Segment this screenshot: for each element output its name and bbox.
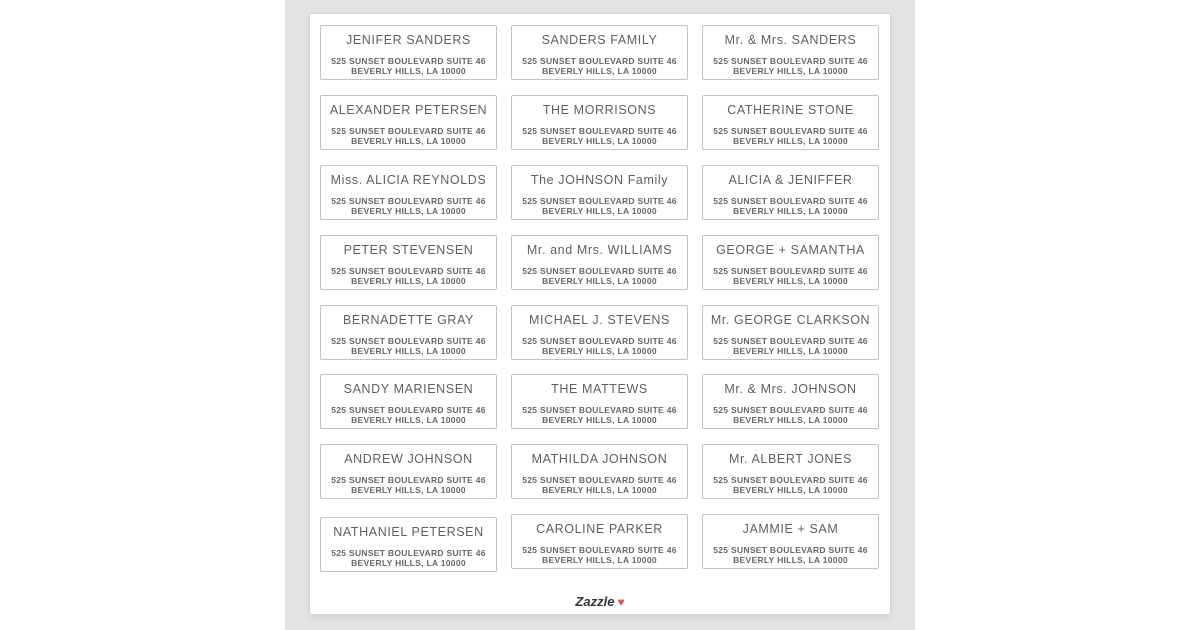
label-name: Mr. & Mrs. JOHNSON (724, 382, 857, 396)
label-street: 525 SUNSET BOULEVARD SUITE 46 (713, 266, 868, 276)
heart-icon: ♥ (617, 595, 625, 609)
address-label (320, 305, 497, 360)
label-city: BEVERLY HILLS, LA 10000 (351, 415, 466, 425)
label-name: Mr. and Mrs. WILLIAMS (526, 243, 673, 257)
label-city: BEVERLY HILLS, LA 10000 (733, 276, 848, 286)
label-street: 525 SUNSET BOULEVARD SUITE 46 (522, 56, 677, 66)
label-city: BEVERLY HILLS, LA 10000 (733, 136, 848, 146)
label-street: 525 SUNSET BOULEVARD SUITE 46 (331, 336, 486, 346)
label-street: 525 SUNSET BOULEVARD SUITE 46 (713, 405, 868, 415)
label-city: BEVERLY HILLS, LA 10000 (351, 485, 466, 495)
label-name: GEORGE + SAMANTHA (716, 243, 865, 257)
label-street: 525 SUNSET BOULEVARD SUITE 46 (713, 56, 868, 66)
label-name: SANDY MARIENSEN (343, 382, 474, 396)
address-label (320, 95, 497, 150)
label-street: 525 SUNSET BOULEVARD SUITE 46 (713, 196, 868, 206)
label-city: BEVERLY HILLS, LA 10000 (351, 66, 466, 76)
label-name: Mr. GEORGE CLARKSON (710, 313, 871, 327)
address-label (702, 95, 879, 150)
address-label (702, 235, 879, 290)
address-label (320, 374, 497, 429)
label-city: BEVERLY HILLS, LA 10000 (733, 206, 848, 216)
label-street: 525 SUNSET BOULEVARD SUITE 46 (522, 336, 677, 346)
label-name: JENIFER SANDERS (346, 33, 471, 47)
address-label (702, 165, 879, 220)
label-street: 525 SUNSET BOULEVARD SUITE 46 (713, 336, 868, 346)
label-city: BEVERLY HILLS, LA 10000 (733, 66, 848, 76)
label-name: PETER STEVENSEN (343, 243, 474, 257)
label-city: BEVERLY HILLS, LA 10000 (542, 66, 657, 76)
label-name: JAMMIE + SAM (742, 522, 839, 536)
label-name: MATHILDA JOHNSON (531, 452, 668, 466)
label-name: CAROLINE PARKER (536, 522, 663, 536)
label-street: 525 SUNSET BOULEVARD SUITE 46 (713, 545, 868, 555)
label-street: 525 SUNSET BOULEVARD SUITE 46 (522, 196, 677, 206)
label-street: 525 SUNSET BOULEVARD SUITE 46 (522, 266, 677, 276)
label-city: BEVERLY HILLS, LA 10000 (542, 346, 657, 356)
address-label (511, 514, 688, 569)
label-name: Miss. ALICIA REYNOLDS (330, 173, 487, 187)
label-street: 525 SUNSET BOULEVARD SUITE 46 (331, 266, 486, 276)
label-street: 525 SUNSET BOULEVARD SUITE 46 (331, 475, 486, 485)
label-city: BEVERLY HILLS, LA 10000 (351, 136, 466, 146)
address-label (511, 95, 688, 150)
label-street: 525 SUNSET BOULEVARD SUITE 46 (713, 126, 868, 136)
label-city: BEVERLY HILLS, LA 10000 (542, 555, 657, 565)
address-label (511, 165, 688, 220)
label-street: 525 SUNSET BOULEVARD SUITE 46 (522, 545, 677, 555)
label-name: NATHANIEL PETERSEN (333, 525, 484, 539)
label-city: BEVERLY HILLS, LA 10000 (733, 346, 848, 356)
label-street: 525 SUNSET BOULEVARD SUITE 46 (522, 475, 677, 485)
address-label (702, 305, 879, 360)
label-street: 525 SUNSET BOULEVARD SUITE 46 (331, 196, 486, 206)
label-street: 525 SUNSET BOULEVARD SUITE 46 (331, 126, 486, 136)
label-city: BEVERLY HILLS, LA 10000 (733, 415, 848, 425)
label-city: BEVERLY HILLS, LA 10000 (351, 206, 466, 216)
address-label (702, 374, 879, 429)
address-label (702, 25, 879, 80)
label-city: BEVERLY HILLS, LA 10000 (733, 485, 848, 495)
label-name: Mr. & Mrs. SANDERS (724, 33, 857, 47)
label-city: BEVERLY HILLS, LA 10000 (542, 136, 657, 146)
brand-footer (310, 594, 890, 609)
label-name: MICHAEL J. STEVENS (529, 313, 670, 327)
address-label (320, 444, 497, 499)
zazzle-logo: Zazzle (575, 594, 615, 609)
address-label (702, 514, 879, 569)
label-city: BEVERLY HILLS, LA 10000 (542, 485, 657, 495)
label-city: BEVERLY HILLS, LA 10000 (351, 276, 466, 286)
label-name: THE MATTEWS (551, 382, 648, 396)
label-city: BEVERLY HILLS, LA 10000 (542, 415, 657, 425)
address-label (511, 374, 688, 429)
label-city: BEVERLY HILLS, LA 10000 (733, 555, 848, 565)
label-name: The JOHNSON Family (530, 173, 669, 187)
label-name: ALICIA & JENIFFER (728, 173, 853, 187)
address-label (511, 25, 688, 80)
address-label (702, 444, 879, 499)
label-name: BERNADETTE GRAY (342, 313, 474, 327)
label-city: BEVERLY HILLS, LA 10000 (351, 558, 466, 568)
label-street: 525 SUNSET BOULEVARD SUITE 46 (522, 405, 677, 415)
label-city: BEVERLY HILLS, LA 10000 (351, 346, 466, 356)
address-label (320, 25, 497, 80)
address-label (320, 165, 497, 220)
label-street: 525 SUNSET BOULEVARD SUITE 46 (331, 405, 486, 415)
label-name: SANDERS FAMILY (541, 33, 658, 47)
label-street: 525 SUNSET BOULEVARD SUITE 46 (713, 475, 868, 485)
address-label (320, 235, 497, 290)
label-city: BEVERLY HILLS, LA 10000 (542, 206, 657, 216)
label-name: ANDREW JOHNSON (344, 452, 473, 466)
sticker-sheet (310, 14, 890, 614)
label-city: BEVERLY HILLS, LA 10000 (542, 276, 657, 286)
label-street: 525 SUNSET BOULEVARD SUITE 46 (331, 56, 486, 66)
label-name: THE MORRISONS (542, 103, 657, 117)
address-label (320, 517, 497, 572)
address-label (511, 305, 688, 360)
address-label (511, 444, 688, 499)
label-street: 525 SUNSET BOULEVARD SUITE 46 (331, 548, 486, 558)
label-name: CATHERINE STONE (727, 103, 854, 117)
label-name: ALEXANDER PETERSEN (329, 103, 488, 117)
label-name: Mr. ALBERT JONES (728, 452, 853, 466)
label-street: 525 SUNSET BOULEVARD SUITE 46 (522, 126, 677, 136)
address-label (511, 235, 688, 290)
